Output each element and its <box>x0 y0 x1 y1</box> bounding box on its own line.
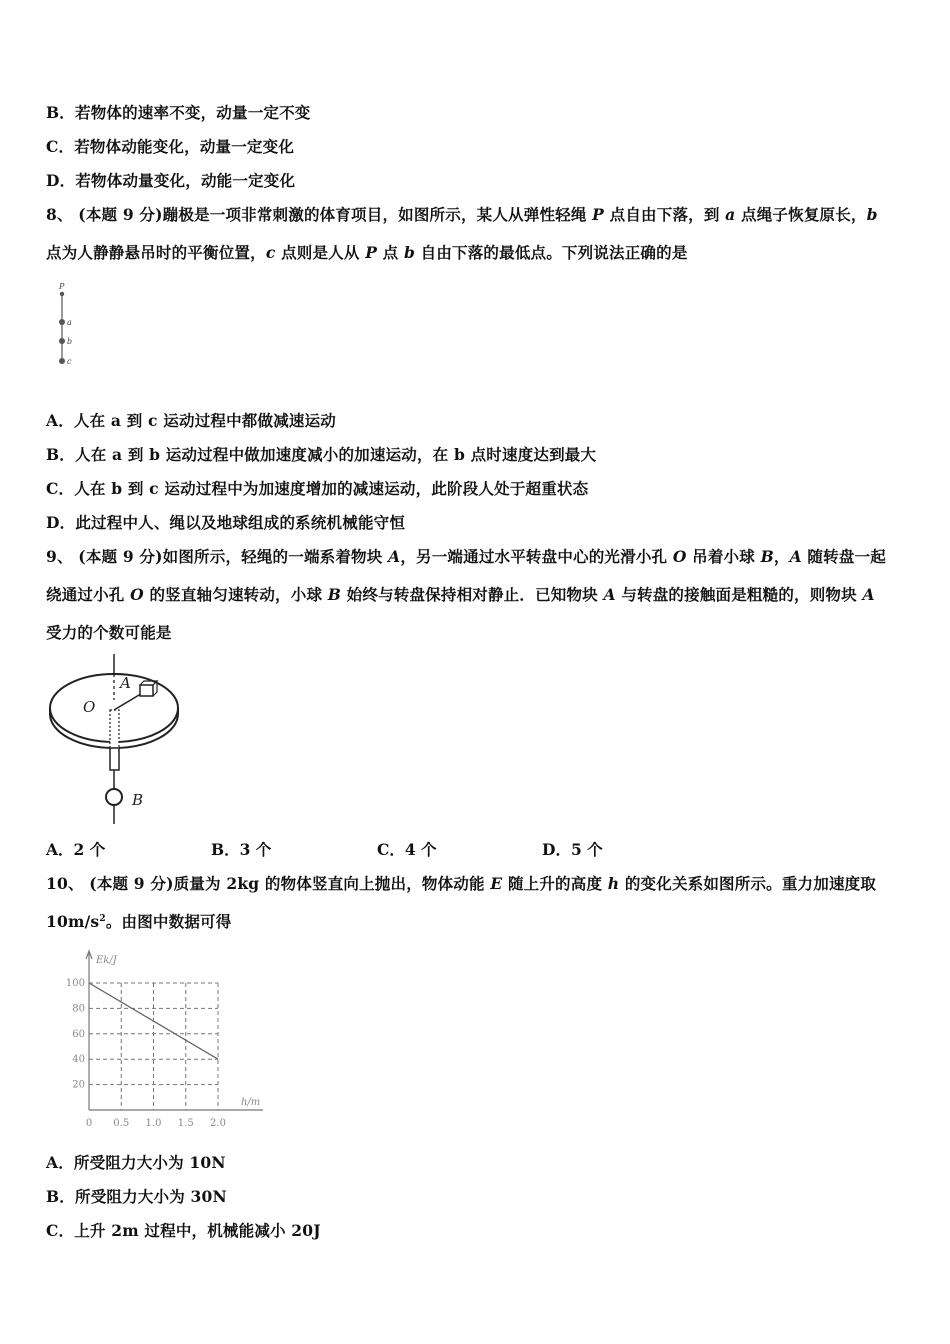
q9-option-b: B．3 个 <box>211 840 272 859</box>
label-a: a <box>67 318 72 327</box>
q9-option-a: A．2 个 <box>46 840 106 859</box>
q7-option-b: B．若物体的速率不变，动量一定不变 <box>46 103 311 122</box>
q10-number: 10、 <box>46 874 84 893</box>
q10-stem-line2: $10m/s^2$。由图中数据可得 <box>46 912 232 931</box>
label-a: A <box>120 674 131 692</box>
q9-stem-line3: 受力的个数可能是 <box>46 623 172 642</box>
q9-option-d: D．5 个 <box>542 840 603 859</box>
q8-option-c: C．人在 b 到 c 运动过程中为加速度增加的减速运动，此阶段人处于超重状态 <box>46 479 589 498</box>
x-tick-label: 0.5 <box>113 1118 130 1129</box>
x-tick-label: 1.5 <box>177 1118 194 1129</box>
y-tick-label: 80 <box>72 1003 85 1015</box>
q10-stem-line1: 10、 (本题 9 分)质量为 2kg 的物体竖直向上抛出，物体动能 E 随上升的高度 h 的变化关系如图所示。重力加速度取 <box>46 874 877 893</box>
q7-option-c: C．若物体动能变化，动量一定变化 <box>46 137 295 156</box>
q9-stem-line2: 绕通过小孔 O 的竖直轴匀速转动，小球 B 始终与转盘保持相对静止．已知物块 A 与转盘的接触面是粗糙的，则物块 A <box>46 585 875 604</box>
q9-points: (本题 9 分) <box>78 547 163 566</box>
q9-turntable-figure <box>44 652 184 827</box>
y-tick-label: 100 <box>65 978 85 989</box>
q8-stem-line2: 点为人静静悬吊时的平衡位置，c 点则是人从 P 点 b 自由下落的最低点。下列说法正确的是 <box>46 243 688 262</box>
q9-option-c: C．4 个 <box>377 840 437 859</box>
label-b: B <box>132 791 144 809</box>
label-b: b <box>67 337 73 346</box>
q10-ek-h-chart <box>58 945 273 1130</box>
label-o: O <box>83 698 96 716</box>
q10-option-a: A．所受阻力大小为 10N <box>46 1153 226 1172</box>
x-tick-label: 0 <box>85 1118 93 1129</box>
label-c: c <box>67 357 72 366</box>
chart-axes <box>86 951 263 1110</box>
q10-points: (本题 9 分) <box>89 874 174 893</box>
x-tick-label: 1.0 <box>145 1118 162 1129</box>
q9-stem-line1: 9、 (本题 9 分)如图所示，轻绳的一端系着物块 A，另一端通过水平转盘中心的光滑小孔 O 吊着小球 B，A 随转盘一起 <box>46 547 886 566</box>
q8-option-b: B．人在 a 到 b 运动过程中做加速度减小的加速运动，在 b 点时速度达到最大 <box>46 445 597 464</box>
y-tick-label: 60 <box>72 1028 85 1040</box>
q8-option-a: A．人在 a 到 c 运动过程中都做减速运动 <box>46 411 336 430</box>
chart-tick-labels <box>66 978 226 1129</box>
q8-bungee-figure <box>52 280 92 370</box>
y-tick-label: 40 <box>72 1054 85 1066</box>
label-p: P <box>59 282 65 291</box>
q9-number: 9、 <box>46 547 73 566</box>
q10-option-c: C．上升 2m 过程中，机械能减小 20J <box>46 1221 321 1240</box>
q8-number: 8、 <box>46 205 73 224</box>
x-tick-label: 2.0 <box>210 1118 226 1129</box>
chart-xlabel: h/m <box>241 1097 261 1108</box>
q8-stem-line1: 8、 (本题 9 分)蹦极是一项非常刺激的体育项目，如图所示，某人从弹性轻绳 P 点自由下落，到 a 点绳子恢复原长，b <box>46 205 878 224</box>
chart-ylabel: Ek/J <box>96 955 117 966</box>
q7-option-d: D．若物体动量变化，动能一定变化 <box>46 171 296 190</box>
y-tick-label: 20 <box>72 1079 85 1091</box>
chart-grid <box>89 983 218 1110</box>
q8-option-d: D．此过程中人、绳以及地球组成的系统机械能守恒 <box>46 513 406 532</box>
q8-points: (本题 9 分) <box>78 205 163 224</box>
q10-option-b: B．所受阻力大小为 30N <box>46 1187 227 1206</box>
